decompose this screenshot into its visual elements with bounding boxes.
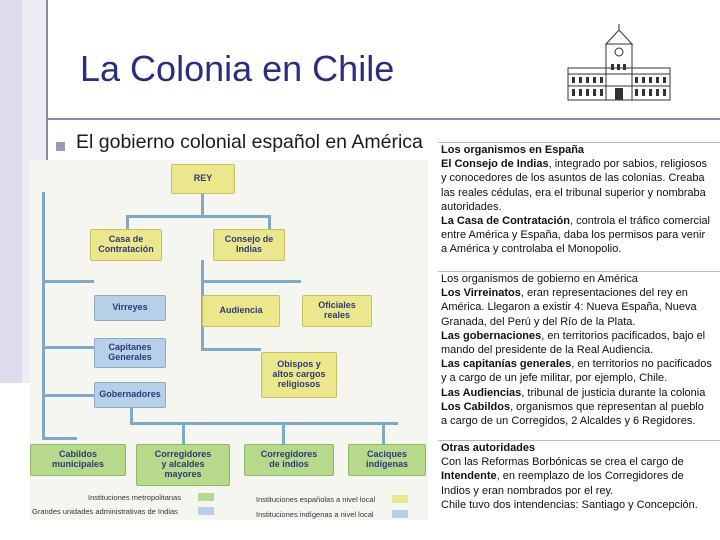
legend-indigenas-local: Instituciones indígenas a nivel local xyxy=(256,510,374,519)
panel3-line: Con las Reformas Borbónicas se crea el cargo de xyxy=(441,456,684,469)
panel3-line: Chile tuvo dos intendencias: Santiago y Concepción. xyxy=(441,498,698,511)
panel1-line: autoridades. xyxy=(441,200,502,213)
box-obispos: Obispos y altos cargos religiosos xyxy=(261,352,337,398)
connector xyxy=(282,422,285,444)
box-casa-contratacion: Casa de Contratación xyxy=(90,229,162,261)
panel1-heading: Los organismos en España xyxy=(441,144,585,156)
connector xyxy=(42,346,94,349)
box-capitanes-generales: Capitanes Generales xyxy=(94,338,166,368)
panel-organismos-america xyxy=(438,271,720,436)
panel1-line: El Consejo de Indias, integrado por sabios, religiosos xyxy=(441,158,707,171)
legend-swatch-blue xyxy=(198,507,214,515)
panel2-line: y a cargo de un jefe militar, por ejemplo, Chile. xyxy=(441,372,668,385)
box-oficiales-reales: Oficiales reales xyxy=(302,295,372,327)
connector xyxy=(201,192,204,216)
legend-swatch-blue-2 xyxy=(392,510,408,518)
box-cabildos: Cabildos municipales xyxy=(30,444,126,476)
connector xyxy=(126,215,129,229)
panel2-line: a cargo de un Corregidos, 2 Alcaldes y 6 Regidores. xyxy=(441,415,696,428)
panel2-line: Los Cabildos, organismos que representan al pueblo xyxy=(441,400,704,413)
panel2-line: América. Llegaron a existir 4: Nueva España, Nueva xyxy=(441,301,697,314)
panel2-line: Los Virreinatos, eran representaciones del rey en xyxy=(441,287,688,300)
panel2-line: Las Audiencias, tribunal de justicia durante la colonia xyxy=(441,386,706,399)
connector xyxy=(382,422,385,444)
connector xyxy=(201,348,261,351)
panel1-line: a América y controlaba el Monopolio. xyxy=(441,243,622,256)
legend-metropolitanas: Instituciones metropolitanas xyxy=(88,493,181,502)
connector xyxy=(42,192,45,438)
panel1-line: las reales cédulas, era el tribunal superior y nombraba xyxy=(441,186,706,199)
panel3-line: Indios y eran nombrados por el rey. xyxy=(441,484,614,497)
panel2-line: Las capitanías generales, en territorios no pacificados xyxy=(441,358,712,371)
connector xyxy=(182,422,185,444)
box-corregidores-indios: Corregidores de indios xyxy=(244,444,334,476)
panel1-line: entre América y España, daba los permisos para venir xyxy=(441,229,706,242)
connector xyxy=(42,394,94,397)
panel3-heading: Otras autoridades xyxy=(441,442,536,454)
building-illustration-icon xyxy=(566,24,672,102)
connector xyxy=(201,280,301,283)
panel3-line: Intendente, en reemplazo de los Corregidores de xyxy=(441,470,684,483)
connector xyxy=(42,437,77,440)
connector xyxy=(126,215,271,218)
org-diagram xyxy=(30,160,428,520)
panel2-heading: Los organismos de gobierno en América xyxy=(441,273,638,285)
slide-subtitle: El gobierno colonial español en América xyxy=(76,131,423,153)
panel-organismos-espana xyxy=(438,142,720,267)
panel2-line: Granada, del Perú y del Río de la Plata. xyxy=(441,315,636,328)
box-rey: REY xyxy=(171,164,235,194)
box-caciques: Caciques indígenas xyxy=(348,444,426,476)
slide-title: La Colonia en Chile xyxy=(80,48,395,89)
box-corregidores-alcaldes: Corregidores y alcaldes mayores xyxy=(136,444,230,486)
box-virreyes: Virreyes xyxy=(94,295,166,321)
bullet-icon xyxy=(56,142,65,151)
legend-swatch-yellow xyxy=(392,495,408,503)
panel-otras-autoridades xyxy=(438,440,720,517)
legend-swatch-green xyxy=(198,493,214,501)
connector xyxy=(130,422,398,425)
legend-grandes-unidades: Grandes unidades administrativas de Indias xyxy=(32,507,178,516)
connector xyxy=(268,215,271,229)
slide-left-band xyxy=(0,0,22,383)
panel2-line: mando del presidente de la Real Audiencia. xyxy=(441,344,654,357)
box-audiencia: Audiencia xyxy=(202,295,280,327)
connector xyxy=(130,408,133,425)
panel1-line: y conocedores de los asuntos de las colonias. Creaba xyxy=(441,172,705,185)
panel1-line: La Casa de Contratación, controla el tráfico comercial xyxy=(441,215,710,228)
box-gobernadores: Gobernadores xyxy=(94,382,166,408)
slide-horizontal-rule xyxy=(48,118,720,120)
connector xyxy=(42,280,94,283)
panel2-line: Las gobernaciones, en territorios pacificados, bajo el xyxy=(441,329,706,342)
legend-espanolas-local: Instituciones españolas a nivel local xyxy=(256,495,376,504)
box-consejo-indias: Consejo de Indias xyxy=(213,229,285,261)
